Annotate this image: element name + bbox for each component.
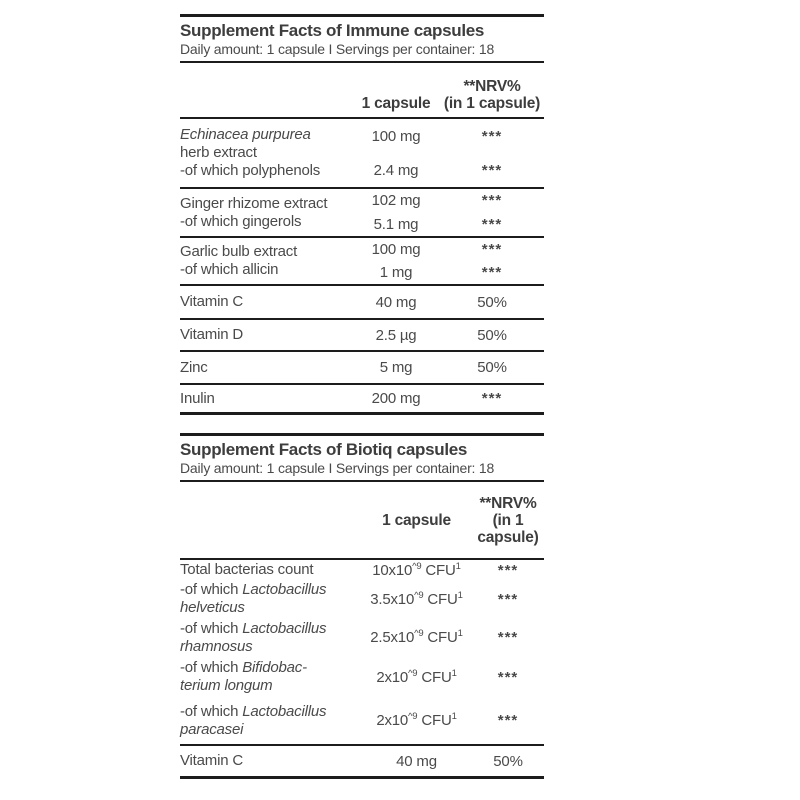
table-row — [180, 286, 544, 320]
nrv-value: *** — [481, 390, 503, 407]
value-row — [361, 669, 544, 686]
ingredient-name: -of which Bifidobac- terium longum — [180, 659, 307, 694]
ingredient-name: Echinacea purpurea herb extract -of which polyphenols — [180, 126, 321, 179]
nrv-value: *** — [497, 561, 519, 579]
nrv-value: 50% — [493, 752, 523, 770]
value-row — [352, 390, 544, 407]
value-row — [361, 753, 544, 770]
nrv-value: *** — [481, 264, 503, 281]
nrv-label-line: capsule) — [477, 528, 539, 546]
nrv-value: *** — [497, 590, 519, 608]
value-rows — [361, 618, 544, 657]
amount-value: 5 mg — [379, 359, 413, 376]
immune-facts-header — [180, 14, 544, 61]
column-nrv-label — [440, 78, 544, 112]
amount-value: 1 mg — [379, 264, 413, 281]
ingredient-name: -of which Lactobacillus helveticus — [180, 581, 327, 616]
table-row — [180, 744, 544, 776]
value-row — [352, 162, 544, 179]
column-amount-label: 1 capsule — [382, 511, 451, 529]
value-row — [361, 562, 544, 579]
value-rows — [352, 286, 544, 318]
column-nrv-label — [472, 495, 544, 546]
table-row — [180, 385, 544, 412]
value-rows — [352, 385, 544, 412]
nrv-value: *** — [497, 668, 519, 686]
value-rows — [361, 560, 544, 580]
nrv-value: *** — [497, 712, 519, 729]
amount-value: $2x10^{\^{}9}$ CFU$^1$ — [376, 711, 457, 729]
value-rows — [352, 119, 544, 187]
nrv-label-line: **NRV% — [463, 78, 521, 95]
table-row — [180, 189, 544, 238]
value-rows — [361, 580, 544, 618]
ingredient-name: Zinc — [180, 358, 208, 376]
amount-value: $2x10^{\^{}9}$ CFU$^1$ — [376, 667, 457, 686]
column-amount-label: 1 capsule — [361, 95, 431, 112]
value-row — [352, 359, 544, 376]
amount-value: 200 mg — [371, 390, 421, 407]
amount-value: $10x10^{\^{}9}$ CFU$^1$ — [372, 560, 461, 579]
value-rows — [361, 746, 544, 776]
ingredient-name: Vitamin D — [180, 326, 243, 343]
value-row — [352, 216, 544, 233]
table-row — [180, 657, 544, 697]
table-row — [180, 560, 544, 580]
immune-facts-subtitle: Daily amount: 1 capsule I Servings per container: 18 — [180, 41, 495, 57]
amount-value: 5.1 mg — [373, 215, 419, 233]
nrv-value: *** — [481, 192, 503, 210]
biotiq-facts-title: Supplement Facts of Biotiq capsules — [180, 440, 468, 459]
amount-value: 40 mg — [396, 752, 437, 770]
value-row — [361, 591, 544, 608]
value-rows — [352, 352, 544, 383]
table-row — [180, 580, 544, 618]
immune-facts-title: Supplement Facts of Immune capsules — [180, 21, 485, 40]
biotiq-column-header-row — [180, 480, 544, 560]
biotiq-facts-subtitle: Daily amount: 1 capsule I Servings per container: 18 — [180, 460, 495, 476]
value-rows — [352, 320, 544, 350]
nrv-value: 50% — [477, 293, 507, 311]
amount-value: 2.4 mg — [373, 161, 419, 179]
biotiq-facts-rows — [180, 560, 544, 779]
nrv-value: *** — [481, 215, 503, 233]
nrv-value: 50% — [477, 326, 507, 344]
biotiq-facts-header — [180, 433, 544, 480]
value-row — [352, 192, 544, 209]
value-rows — [361, 697, 544, 744]
value-row — [352, 327, 544, 344]
table-row — [180, 238, 544, 286]
ingredient-name: Vitamin C — [180, 752, 243, 769]
amount-value: $2.5x10^{\^{}9}$ CFU$^1$ — [370, 628, 463, 646]
value-row — [352, 128, 544, 145]
nrv-label-line: (in 1 capsule) — [443, 95, 541, 112]
ingredient-name: Ginger rhizome extract -of which gingerols — [180, 194, 328, 230]
table-row — [180, 618, 544, 657]
table-row — [180, 352, 544, 385]
value-row — [352, 264, 544, 281]
amount-value: 2.5 µg — [375, 326, 417, 344]
immune-facts-table — [180, 14, 544, 415]
value-row — [352, 241, 544, 258]
table-row — [180, 697, 544, 744]
ingredient-name: Inulin — [180, 389, 215, 407]
value-rows — [361, 657, 544, 697]
amount-value: 102 mg — [371, 192, 421, 210]
value-rows — [352, 238, 544, 284]
amount-value: $3.5x10^{\^{}9}$ CFU$^1$ — [370, 589, 463, 608]
amount-value: 100 mg — [371, 127, 421, 145]
ingredient-name: Garlic bulb extract -of which allicin — [180, 243, 298, 278]
amount-value: 40 mg — [375, 293, 417, 311]
amount-value: 100 mg — [371, 241, 421, 258]
nrv-value: *** — [481, 161, 503, 179]
ingredient-name: -of which Lactobacillus rhamnosus — [180, 619, 327, 655]
value-rows — [352, 189, 544, 236]
immune-column-header-row — [180, 61, 544, 119]
value-row — [361, 712, 544, 729]
ingredient-name: -of which Lactobacillus paracasei — [180, 702, 327, 738]
value-row — [361, 629, 544, 646]
immune-facts-rows — [180, 119, 544, 415]
nrv-value: 50% — [477, 359, 507, 376]
nrv-label-line: (in 1 — [492, 511, 524, 529]
nrv-value: *** — [481, 127, 503, 145]
label-content — [180, 14, 544, 779]
table-row — [180, 320, 544, 352]
table-row — [180, 119, 544, 189]
value-row — [352, 294, 544, 311]
nrv-value: *** — [497, 629, 519, 646]
ingredient-name: Total bacterias count — [180, 561, 314, 578]
biotiq-facts-table — [180, 433, 544, 779]
nrv-value: *** — [481, 241, 503, 258]
nrv-label-line: **NRV% — [479, 494, 537, 512]
ingredient-name: Vitamin C — [180, 293, 243, 310]
